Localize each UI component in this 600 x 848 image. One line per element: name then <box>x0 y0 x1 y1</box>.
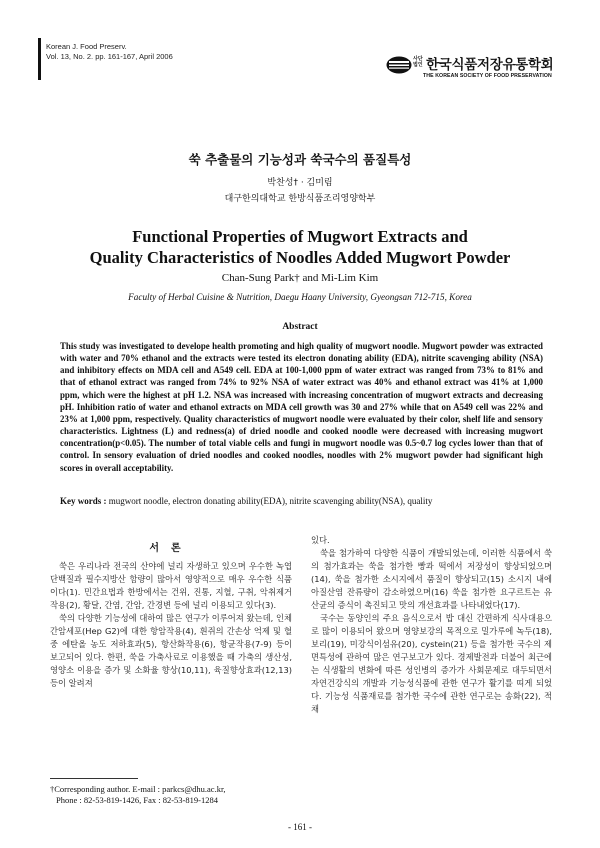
society-small-label: 사단법인 <box>413 56 423 68</box>
keywords <box>60 496 543 506</box>
society-logo-icon <box>386 56 412 74</box>
footnote <box>50 784 300 806</box>
journal-name: Korean J. Food Preserv. <box>46 42 127 51</box>
authors-english: Chan-Sung Park† and Mi-Lim Kim <box>221 272 379 284</box>
keywords-label: Key words : <box>60 496 107 506</box>
title-english-line2: Quality Characteristics of Noodles Added Mugwort Powder <box>89 248 511 267</box>
footnote-email: †Corresponding author. E-mail : parkcs@dhu.ac.kr, <box>50 784 226 794</box>
footnote-rule <box>50 778 138 779</box>
title-english-line1: Functional Properties of Mugwort Extracts and <box>132 227 468 246</box>
society-name-en: THE KOREAN SOCIETY OF FOOD PRESERVATION <box>423 73 552 79</box>
journal-bar <box>38 38 41 80</box>
abstract-heading: Abstract <box>282 322 318 332</box>
paragraph: 쑥의 다양한 기능성에 대하여 많은 연구가 이루어져 왔는데, 인체 간암세포(Hep G2)에 대한 항암작용(4), 흰쥐의 간손상 억제 및 혈중 에탄올 농도 저하효과(5), 항산화작용(6), 항균작용(7-9) 등이 보고되어 있다. 한편, 쑥을 가축사료로 이용했을 때 가축의 생산성, 영양소 이용을 증가 및 소화율 향상(10,11), 육질향상효과(12,13) 등이 알려져 <box>50 613 292 688</box>
society-name-ko: 한국식품저장유통학회 <box>426 57 554 73</box>
page-number: - 161 - <box>288 822 312 832</box>
abstract-text: This study was investigated to develope health promoting and high quality of mugwort noodle. Mugwort powder was extracted with water and 70% ethanol and the extracts were tested its electron donating ability (EDA), nitrite scavenging ability (NSA) and inhibitory effects on MDA cell and A549 cell. EDA at 100-1,000 ppm of water extract was ranged from 73% to 81% and that of ethanol extract was ranged from 74% to 92% NSA of water extract was 40% and ethanol extract was 41% at 1,000 ppm, which were the highest at pH 1.2. NSA was increased with increasing concentration of mugwort extracts and decreasing pH. Inhibition ratio of water and ethanol extracts on MDA cell growth was 30 and 27% while that on A549 cell was 22% and 23% at 1,000 ppm, respectively. Quality characteristics of mugwort noodle were evaluated by their color, shelf life and sensory characteristics. Lightness (L) and redness(a) of dried noodle and cooked noodle were decreased with increasing mugwort concentration(p<0.05). The number of total viable cells and fungi in mugwort noodle was 0.5~0.7 log cycles lower than that of control. In sensory evaluation of dried noodles and cooked noodles, noodles with 2% mugwort powder had significant high scores in overall acceptability. <box>60 341 543 473</box>
section-heading-introduction: 서론 <box>149 543 193 554</box>
journal-volume: Vol. 13, No. 2. pp. 161-167, April 2006 <box>46 52 173 61</box>
footnote-phone: Phone : 82-53-819-1426, Fax : 82-53-819-1284 <box>56 795 218 805</box>
authors-korean: 박찬성† · 김미림 <box>267 178 333 188</box>
society-logo-block <box>386 52 571 86</box>
affiliation-english: Faculty of Herbal Cuisine & Nutrition, Daegu Haany University, Gyeongsan 712-715, Korea <box>128 292 472 302</box>
affiliation-korean: 대구한의대학교 한방식품조리영양학부 <box>224 194 376 204</box>
left-column <box>50 560 292 690</box>
paragraph: 쑥은 우리나라 전국의 산야에 널리 자생하고 있으며 우수한 녹엽단백질과 필수지방산 함량이 많아서 영양적으로 매우 우수한 식품이다(1). 민간요법과 한방에서는 건위, 진통, 지혈, 구취, 악취제거작용(2), 황달, 간염, 간암, 간경변 등에 널리 이용되고 있다(3). <box>50 561 292 610</box>
paragraph: 쑥을 첨가하여 다양한 식품이 개발되었는데, 이러한 식품에서 쑥의 첨가효과는 쑥을 첨가한 빵과 떡에서 저장성이 향상되었으며(14), 쑥을 첨가한 소시지에서 품질이 향상되고(15) 소시지 내에 아질산염 잔류량이 감소하였으며(16) 쑥을 첨가한 요구르트는 유산균의 증식이 촉진되고 맛의 개선효과를 나타내었다(17). <box>311 548 552 610</box>
paragraph: 있다. <box>311 535 330 545</box>
keywords-text: mugwort noodle, electron donating ability(EDA), nitrite scavenging ability(NSA), quality <box>108 496 433 506</box>
journal-citation <box>46 42 173 62</box>
title-korean: 쑥 추출물의 기능성과 쑥국수의 품질특성 <box>188 152 412 167</box>
paragraph: 국수는 동양인의 주요 음식으로서 밥 대신 간편하게 식사대용으로 많이 이용되어 왔으며 영양보강의 목적으로 밀가루에 녹두(18), 보리(19), 미강식이섬유(20), cystein(21) 등을 첨가한 국수의 제면특성에 관하여 많은 연구보고가 있다. 경제발전과 더불어 최근에는 식생활의 변화에 따른 성인병의 증가가 사회문제로 대두되면서 자연건강식의 개발과 기능성식품에 관한 연구가 활기를 띠게 되었다. 기능성 식품재료를 첨가한 국수에 관한 연구로는 송화(22), 적채 <box>311 613 552 714</box>
title-english <box>0 226 600 268</box>
right-column <box>311 534 552 716</box>
